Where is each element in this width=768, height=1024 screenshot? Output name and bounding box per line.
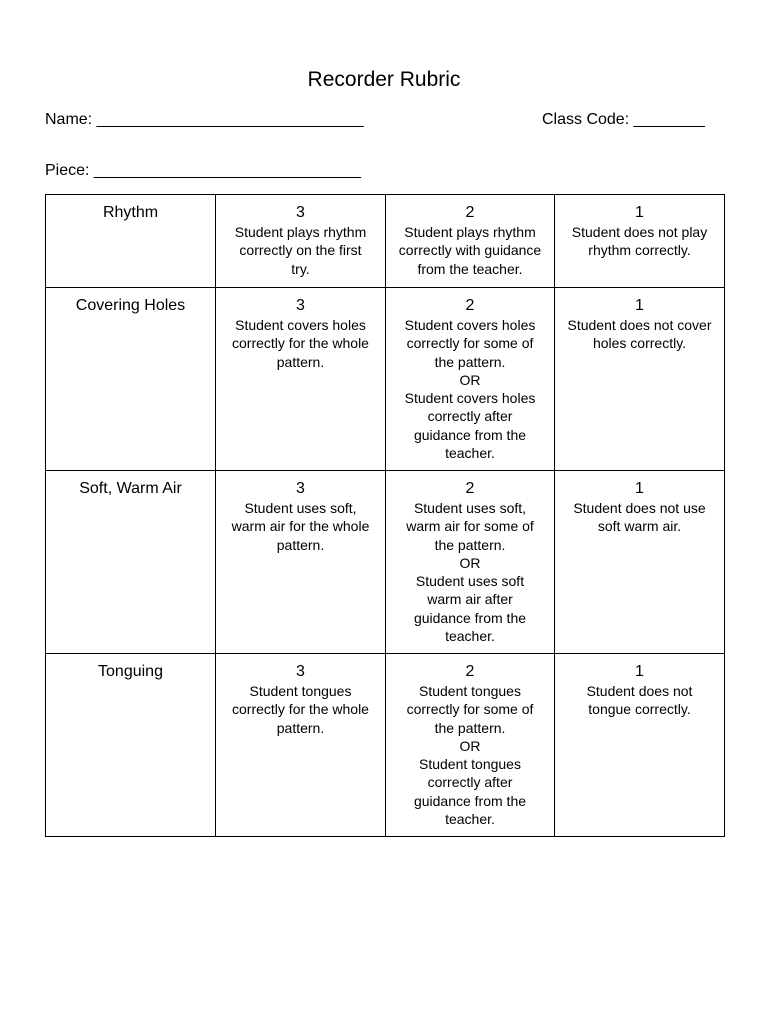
page-title: Recorder Rubric [307, 68, 461, 91]
level-cell-2 [386, 288, 555, 471]
criterion-cell [46, 654, 216, 837]
level-description: Student does not play rhythm correctly. [571, 224, 708, 259]
level-description: Student does not tongue correctly. [586, 683, 693, 718]
class-code-field: Class Code: ________ [542, 111, 705, 128]
score-label: 1 [635, 480, 644, 497]
level-cell-2 [386, 471, 555, 654]
level-description: Student covers holes correctly for some of the pattern. OR Student covers holes correctly after guidance from the teacher. [404, 317, 536, 462]
rubric-table [45, 194, 725, 837]
level-description: Student uses soft, warm air for some of the pattern. OR Student uses soft warm air after guidance from the teacher. [406, 500, 534, 645]
rubric-row-rhythm [46, 195, 725, 288]
criterion-cell [46, 471, 216, 654]
level-cell-1 [555, 654, 725, 837]
score-label: 1 [635, 297, 644, 314]
rubric-row-soft-warm-air [46, 471, 725, 654]
score-label: 2 [465, 297, 475, 314]
level-description: Student tongues correctly for some of the pattern. OR Student tongues correctly after guidance from the teacher. [406, 683, 534, 828]
score-label: 3 [296, 663, 305, 680]
level-cell-1 [555, 288, 725, 471]
level-cell-3 [216, 654, 386, 837]
level-description: Student uses soft, warm air for the whole pattern. [231, 500, 370, 553]
score-label: 3 [296, 480, 305, 497]
rubric-row-tonguing [46, 654, 725, 837]
score-label: 2 [465, 663, 475, 680]
level-description: Student does not use soft warm air. [573, 500, 706, 535]
criterion-label: Tonguing [98, 663, 163, 680]
score-label: 2 [465, 204, 475, 221]
level-cell-1 [555, 195, 725, 288]
level-description: Student plays rhythm correctly with guidance from the teacher. [398, 224, 542, 277]
level-cell-3 [216, 288, 386, 471]
piece-field: Piece: ______________________________ [45, 162, 361, 179]
score-label: 2 [465, 480, 475, 497]
criterion-label: Rhythm [102, 204, 159, 221]
level-description: Student plays rhythm correctly on the first try. [234, 224, 367, 277]
criterion-cell [46, 195, 216, 288]
score-label: 1 [635, 204, 644, 221]
score-label: 3 [296, 204, 305, 221]
name-field: Name: ______________________________ [45, 111, 364, 128]
level-cell-3 [216, 471, 386, 654]
score-label: 1 [635, 663, 644, 680]
level-description: Student covers holes correctly for the whole pattern. [232, 317, 369, 370]
level-cell-1 [555, 471, 725, 654]
criterion-label: Covering Holes [75, 297, 186, 314]
level-description: Student tongues correctly for the whole pattern. [232, 683, 369, 736]
level-cell-2 [386, 654, 555, 837]
level-cell-2 [386, 195, 555, 288]
criterion-cell [46, 288, 216, 471]
score-label: 3 [296, 297, 305, 314]
level-cell-3 [216, 195, 386, 288]
criterion-label: Soft, Warm Air [79, 480, 182, 497]
level-description: Student does not cover holes correctly. [567, 317, 712, 352]
rubric-row-covering-holes [46, 288, 725, 471]
